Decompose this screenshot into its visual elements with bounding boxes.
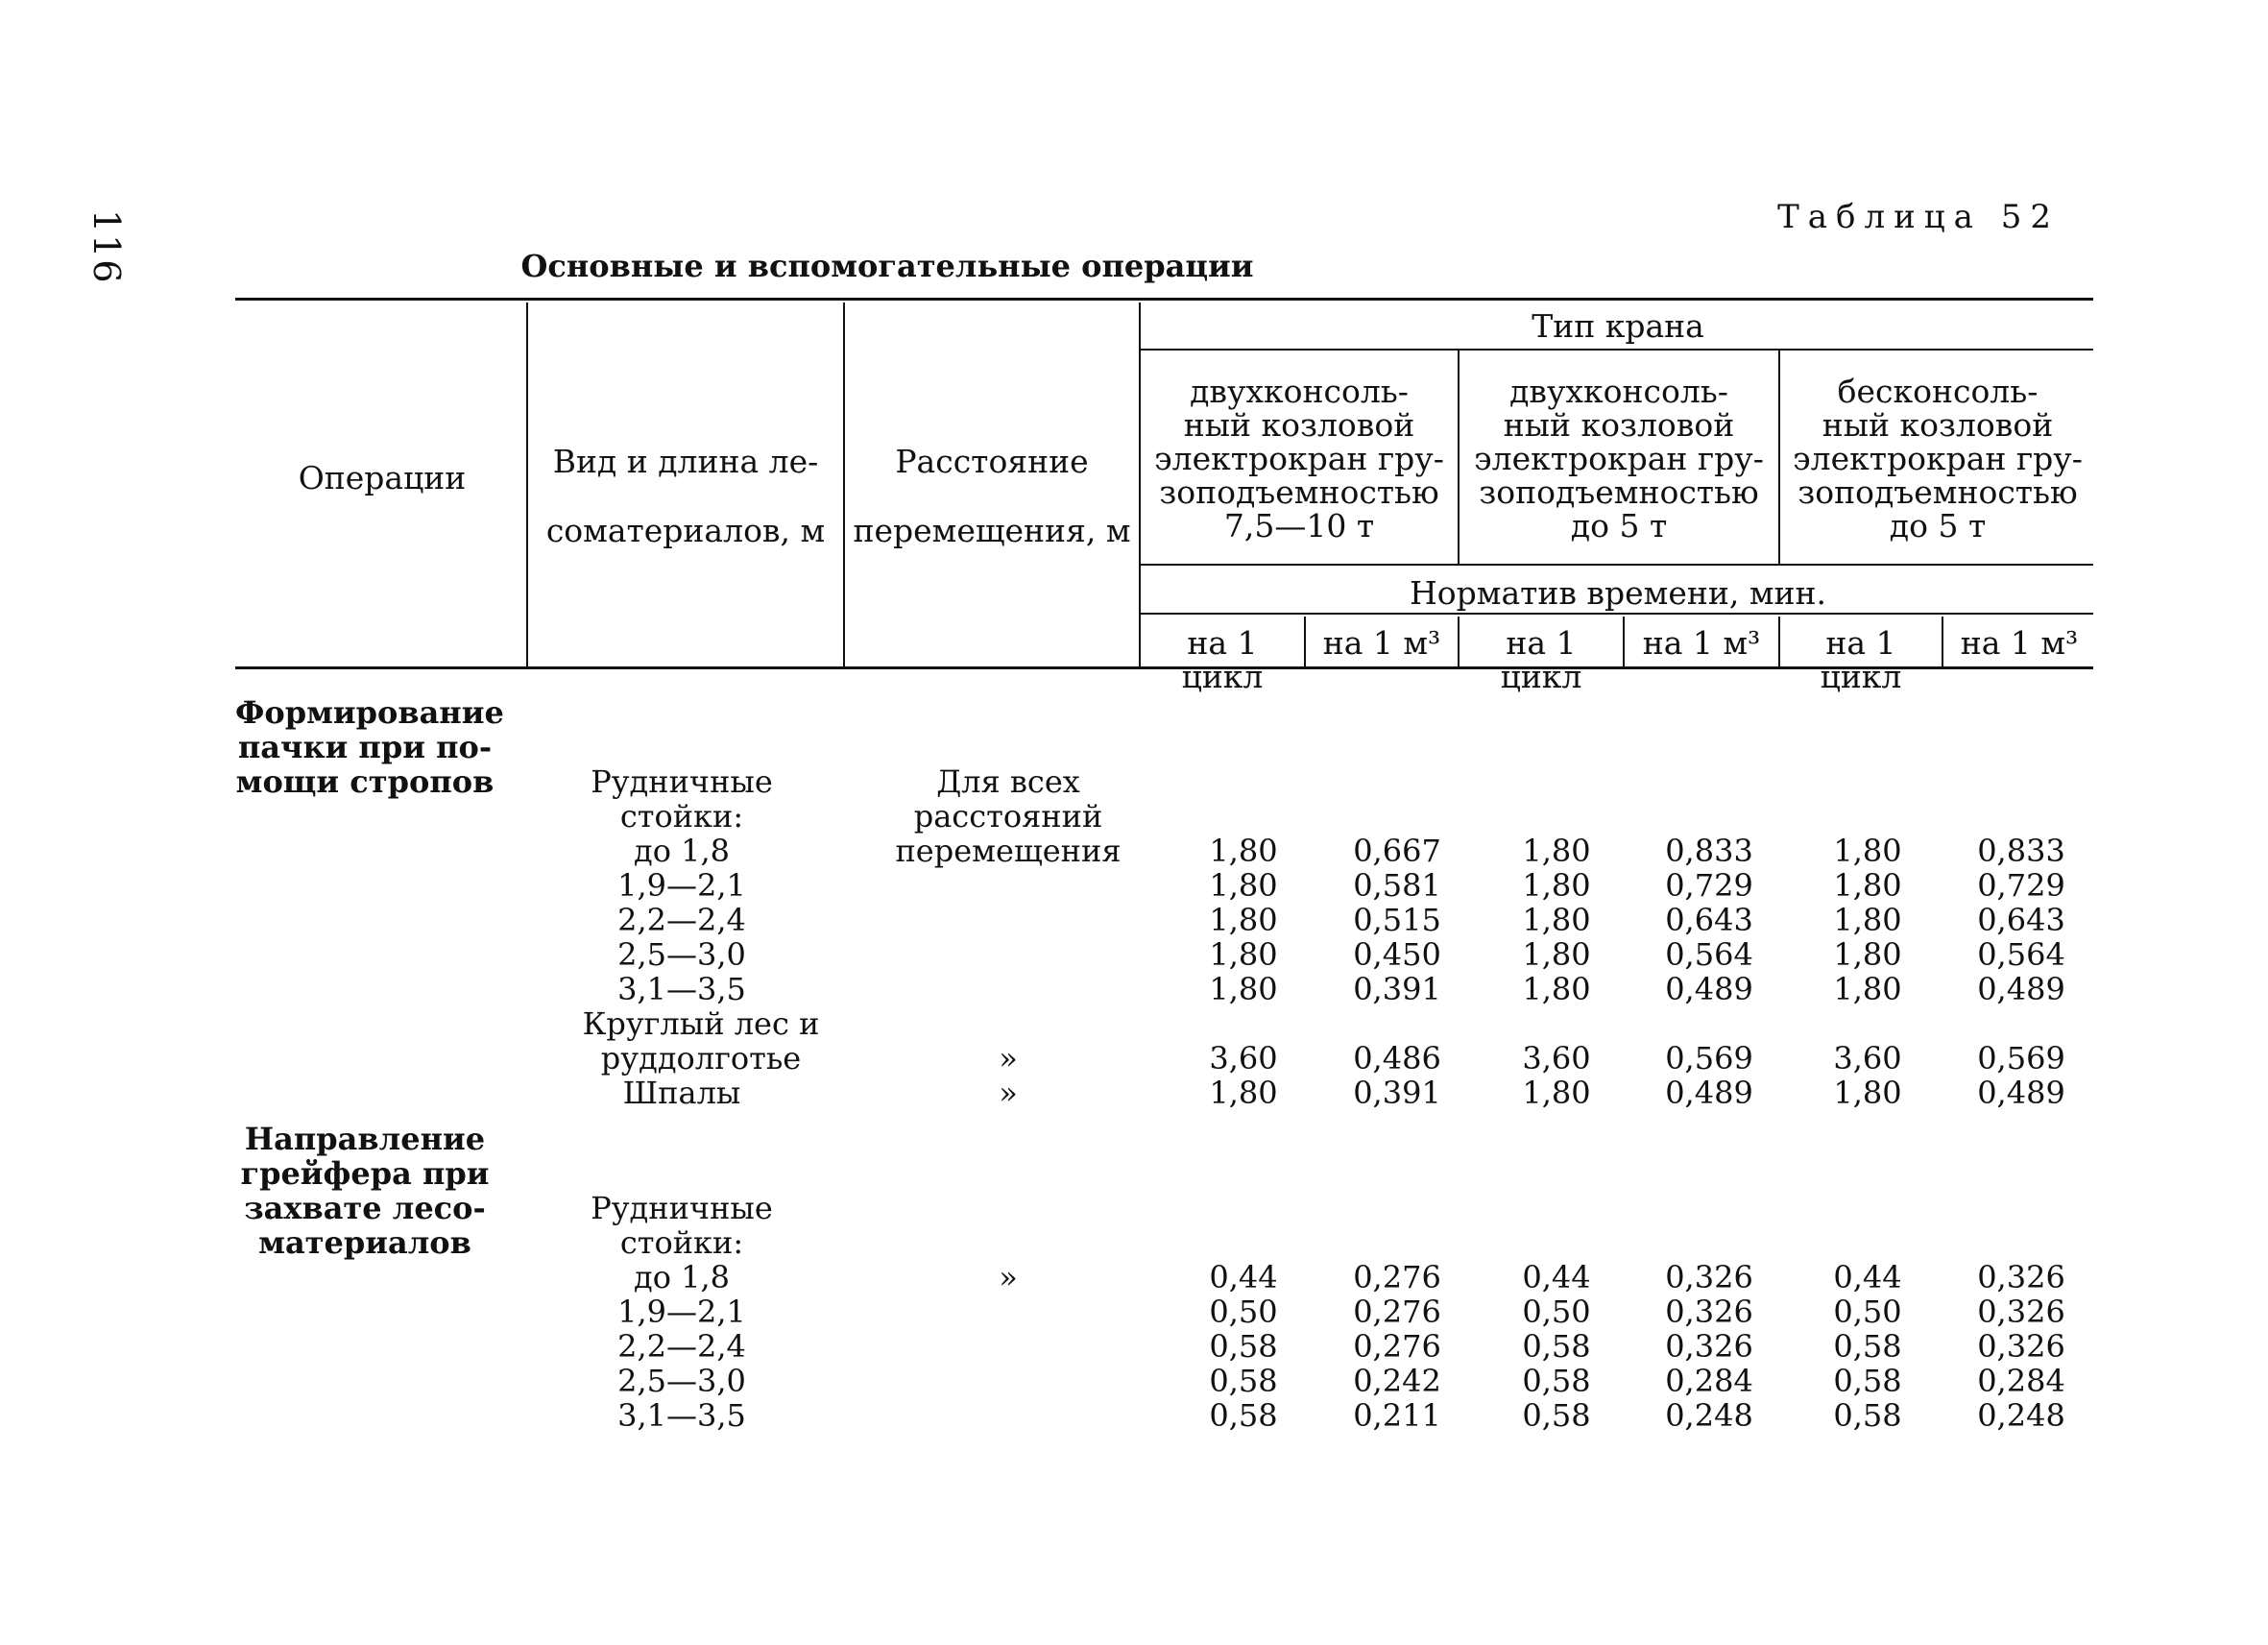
value-cell: 1,80 [1209,971,1278,1007]
material-cell: 2,2—2,4 [617,902,746,938]
ditto-mark: » [999,1259,1018,1295]
value-cell: 0,58 [1833,1363,1902,1399]
material-cell: 3,1—3,5 [617,971,746,1007]
value-cell: 0,489 [1977,971,2065,1007]
operation-label: Направление грейфера при захвате лесо- материалов [240,1121,490,1261]
value-cell: 0,489 [1977,1075,2065,1111]
value-cell: 0,581 [1353,867,1441,904]
value-cell: 0,44 [1209,1259,1278,1295]
crane-names-rule [1141,564,2093,566]
table-top-rule [235,298,2093,301]
material-cell: Шпалы [622,1075,741,1111]
value-cell: 0,486 [1353,1040,1441,1077]
sub-divider-1 [1304,617,1306,666]
page-number: 116 [85,209,128,285]
value-cell: 0,326 [1665,1259,1753,1295]
value-cell: 0,729 [1665,867,1753,904]
value-cell: 0,58 [1522,1363,1591,1399]
value-cell: 0,58 [1833,1397,1902,1434]
value-cell: 1,80 [1833,971,1902,1007]
value-cell: 1,80 [1522,867,1591,904]
value-cell: 0,450 [1353,936,1441,973]
value-cell: 0,569 [1665,1040,1753,1077]
value-cell: 0,515 [1353,902,1441,938]
value-cell: 0,643 [1665,902,1753,938]
sub-divider-2 [1458,617,1460,666]
material-cell: 1,9—2,1 [617,867,746,904]
header-crane-3: бесконсоль- ный козловой электрокран гру- зоподъемностью до 5 т [1793,373,2083,544]
material-cell: руддолготье [600,1040,802,1077]
value-cell: 1,80 [1522,833,1591,869]
value-cell: 0,326 [1665,1294,1753,1330]
value-cell: 0,58 [1522,1397,1591,1434]
value-cell: 0,284 [1977,1363,2065,1399]
value-cell: 0,276 [1353,1294,1441,1330]
value-cell: 0,833 [1665,833,1753,869]
value-cell: 0,489 [1665,971,1753,1007]
header-crane-type: Тип крана [1532,307,1704,345]
crane-type-rule [1141,349,2093,351]
value-cell: 0,50 [1833,1294,1902,1330]
material-cell: 3,1—3,5 [617,1397,746,1434]
value-cell: 0,326 [1665,1328,1753,1365]
norm-rule [1141,613,2093,615]
ditto-mark: » [999,1040,1018,1077]
header-distance: Расстояние перемещения, м [853,443,1131,549]
value-cell: 1,80 [1522,936,1591,973]
value-cell: 0,326 [1977,1294,2065,1330]
material-group: Круглый лес и [582,1005,820,1042]
subheader-m3-2: на 1 м³ [1642,624,1761,662]
crane-divider-1 [1458,351,1460,564]
operation-label: Формирование пачки при по- мощи стропов [235,694,504,800]
subheader-m3-3: на 1 м³ [1960,624,2079,662]
value-cell: 0,211 [1353,1397,1441,1434]
material-cell: 2,5—3,0 [617,936,746,973]
value-cell: 0,729 [1977,867,2065,904]
col-divider-1 [526,302,528,667]
value-cell: 0,564 [1977,936,2065,973]
distance-cell: Для всех расстояний перемещения [895,763,1122,869]
value-cell: 3,60 [1209,1040,1278,1077]
sub-divider-4 [1778,617,1780,666]
value-cell: 0,58 [1209,1363,1278,1399]
crane-divider-2 [1778,351,1780,564]
material-cell: 2,5—3,0 [617,1363,746,1399]
value-cell: 1,80 [1833,867,1902,904]
value-cell: 1,80 [1833,902,1902,938]
value-cell: 3,60 [1833,1040,1902,1077]
col-divider-3 [1139,302,1141,667]
value-cell: 1,80 [1209,902,1278,938]
header-norm: Норматив времени, мин. [1410,574,1826,612]
header-crane-2: двухконсоль- ный козловой электрокран гру- зоподъемностью до 5 т [1474,373,1764,544]
value-cell: 0,276 [1353,1328,1441,1365]
sub-divider-5 [1942,617,1943,666]
value-cell: 0,58 [1209,1328,1278,1365]
sub-divider-3 [1623,617,1625,666]
material-cell: 2,2—2,4 [617,1328,746,1365]
value-cell: 0,569 [1977,1040,2065,1077]
value-cell: 0,44 [1522,1259,1591,1295]
value-cell: 0,391 [1353,971,1441,1007]
value-cell: 1,80 [1522,902,1591,938]
value-cell: 0,326 [1977,1259,2065,1295]
material-group: Рудничные стойки: [591,763,773,835]
value-cell: 0,248 [1977,1397,2065,1434]
col-divider-2 [843,302,845,667]
value-cell: 0,643 [1977,902,2065,938]
value-cell: 0,391 [1353,1075,1441,1111]
subheader-cycle-3: на 1 цикл [1820,624,1902,695]
value-cell: 1,80 [1833,936,1902,973]
value-cell: 1,80 [1522,971,1591,1007]
value-cell: 1,80 [1209,867,1278,904]
value-cell: 0,489 [1665,1075,1753,1111]
value-cell: 0,284 [1665,1363,1753,1399]
value-cell: 0,242 [1353,1363,1441,1399]
subheader-cycle-1: на 1 цикл [1181,624,1264,695]
value-cell: 3,60 [1522,1040,1591,1077]
value-cell: 1,80 [1209,1075,1278,1111]
value-cell: 0,326 [1977,1328,2065,1365]
table-title: Основные и вспомогательные операции [520,248,1254,284]
header-material: Вид и длина ле- соматериалов, м [545,443,826,549]
subheader-cycle-2: на 1 цикл [1500,624,1582,695]
value-cell: 0,248 [1665,1397,1753,1434]
value-cell: 0,58 [1833,1328,1902,1365]
value-cell: 1,80 [1209,936,1278,973]
subheader-m3-1: на 1 м³ [1322,624,1441,662]
value-cell: 0,58 [1209,1397,1278,1434]
value-cell: 0,50 [1209,1294,1278,1330]
value-cell: 0,276 [1353,1259,1441,1295]
header-crane-1: двухконсоль- ный козловой электрокран гру- зоподъемностью 7,5—10 т [1154,373,1444,544]
value-cell: 1,80 [1522,1075,1591,1111]
ditto-mark: » [999,1075,1018,1111]
table-label: Таблица 52 [1777,198,2060,236]
material-cell: 1,9—2,1 [617,1294,746,1330]
material-cell: до 1,8 [633,833,731,869]
value-cell: 1,80 [1833,1075,1902,1111]
value-cell: 1,80 [1209,833,1278,869]
value-cell: 1,80 [1833,833,1902,869]
material-cell: до 1,8 [633,1259,731,1295]
value-cell: 0,58 [1522,1328,1591,1365]
value-cell: 0,564 [1665,936,1753,973]
value-cell: 0,833 [1977,833,2065,869]
value-cell: 0,667 [1353,833,1441,869]
material-group: Рудничные стойки: [591,1190,773,1261]
value-cell: 0,50 [1522,1294,1591,1330]
value-cell: 0,44 [1833,1259,1902,1295]
header-operations: Операции [298,459,467,496]
